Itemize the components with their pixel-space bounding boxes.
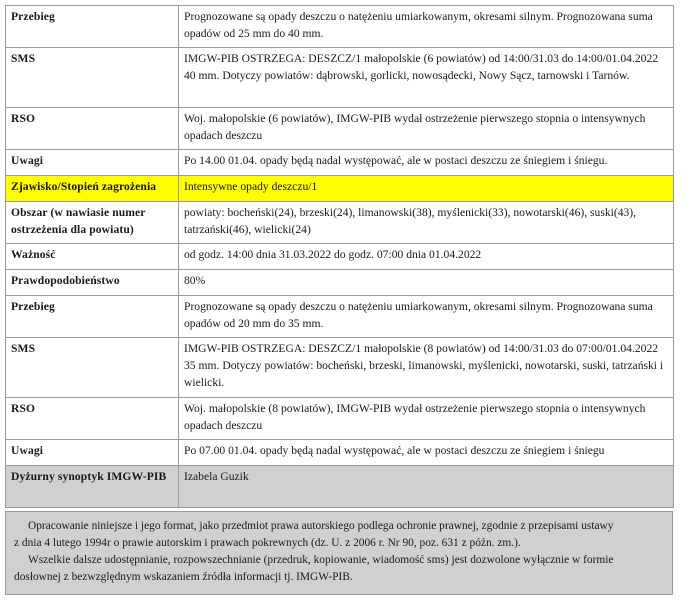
footer-copyright-line-2-wrap [14,535,664,552]
row-value-uwagi-1: Po 14.00 01.04. opady będą nadal występować, ale w postaci deszczu ze śniegiem i śniegu. [179,150,674,176]
row-value-dyzurny-synoptyk: Izabela Guzik [179,466,674,508]
table-row-obszar [6,202,674,244]
table-row-sms-1 [6,48,674,108]
footer-copyright-line-1: Opracowanie niniejsze i jego format, jako przedmiot prawa autorskiego podlega ochronie prawnej, zgodnie z przepisami ustawy [28,520,614,532]
table-row-waznosc [6,244,674,270]
row-value-rso-1: Woj. małopolskie (6 powiatów), IMGW-PIB wydał ostrzeżenie pierwszego stopnia o intensywnych opadach deszczu [179,108,674,150]
footer-paragraph-distribution [14,552,664,569]
table-row-przebieg-2 [6,296,674,338]
row-value-waznosc: od godz. 14:00 dnia 31.03.2022 do godz. 07:00 dnia 01.04.2022 [179,244,674,270]
weather-warning-table [5,5,674,508]
row-value-zjawisko-stopien-zagrozenia: Intensywne opady deszczu/1 [179,176,674,202]
table-row-rso-2 [6,398,674,440]
footer-paragraph-copyright [14,518,664,535]
table-row-uwagi-1 [6,150,674,176]
table-row-przebieg-1 [6,6,674,48]
row-value-obszar: powiaty: bocheński(24), brzeski(24), limanowski(38), myślenicki(33), nowotarski(46), suski(43), tatrzański(46), wielicki(24) [179,202,674,244]
table-row-prawdopodobienstwo [6,270,674,296]
footer-copyright-line-2: z dnia 4 lutego 1994r o prawie autorskim i prawach pokrewnych (dz. U. z 2006 r. Nr 90, poz. 631 z późn. zm.). [14,537,521,550]
table-row-rso-1 [6,108,674,150]
row-label-uwagi-2: Uwagi [6,440,179,466]
row-label-prawdopodobienstwo: Prawdopodobieństwo [6,270,179,296]
row-label-rso-1: RSO [6,108,179,150]
row-label-sms-1: SMS [6,48,179,108]
footer-distribution-line-2: dosłownej z bezwzględnym wskazaniem źródła informacji tj. IMGW-PIB. [14,571,353,584]
table-row-zjawisko-stopien-zagrozenia [6,176,674,202]
row-label-dyzurny-synoptyk: Dyżurny synoptyk IMGW-PIB [6,466,179,508]
row-label-przebieg-2: Przebieg [6,296,179,338]
row-label-uwagi-1: Uwagi [6,150,179,176]
row-value-prawdopodobienstwo: 80% [179,270,674,296]
row-value-uwagi-2: Po 07.00 01.04. opady będą nadal występować, ale w postaci deszczu ze śniegiem i śniegu [179,440,674,466]
row-value-przebieg-1: Prognozowane są opady deszczu o natężeniu umiarkowanym, okresami silnym. Prognozowana suma opadów od 25 mm do 40 mm. [179,6,674,48]
row-value-rso-2: Woj. małopolskie (8 powiatów), IMGW-PIB wydał ostrzeżenie pierwszego stopnia o intensywnych opadach deszczu [179,398,674,440]
row-label-waznosc: Ważność [6,244,179,270]
row-label-sms-2: SMS [6,338,179,398]
row-value-sms-1: IMGW-PIB OSTRZEGA: DESZCZ/1 małopolskie (6 powiatów) od 14:00/31.03 do 14:00/01.04.2022 40 mm. Dotyczy powiatów: dąbrowski, gorlicki, nowosądecki, Nowy Sącz, tarnowski i Tarnów. [179,48,674,108]
table-body [6,6,674,508]
table-row-dyzurny-synoptyk [6,466,674,508]
row-label-obszar: Obszar (w nawiasie numer ostrzeżenia dla powiatu) [6,202,179,244]
footer-distribution-line-2-wrap [14,569,664,586]
row-value-sms-2: IMGW-PIB OSTRZEGA: DESZCZ/1 małopolskie (8 powiatów) od 14:00/31.03 do 07:00/01.04.2022 35 mm. Dotyczy powiatów: bocheński, brzeski, limanowski, myślenicki, nowotarski, suski, tatrzański i wielicki. [179,338,674,398]
row-label-przebieg-1: Przebieg [6,6,179,48]
row-label-zjawisko-stopien-zagrozenia: Zjawisko/Stopień zagrożenia [6,176,179,202]
footer-distribution-line-1: Wszelkie dalsze udostępnianie, rozpowszechnianie (przedruk, kopiowanie, wiadomość sms) jest dozwolone wyłącznie w formie [28,554,614,567]
copyright-footer [5,511,673,595]
table-row-sms-2 [6,338,674,398]
table-row-uwagi-2 [6,440,674,466]
row-value-przebieg-2: Prognozowane są opady deszczu o natężeniu umiarkowanym, okresami silnym. Prognozowana suma opadów od 20 mm do 35 mm. [179,296,674,338]
row-label-rso-2: RSO [6,398,179,440]
